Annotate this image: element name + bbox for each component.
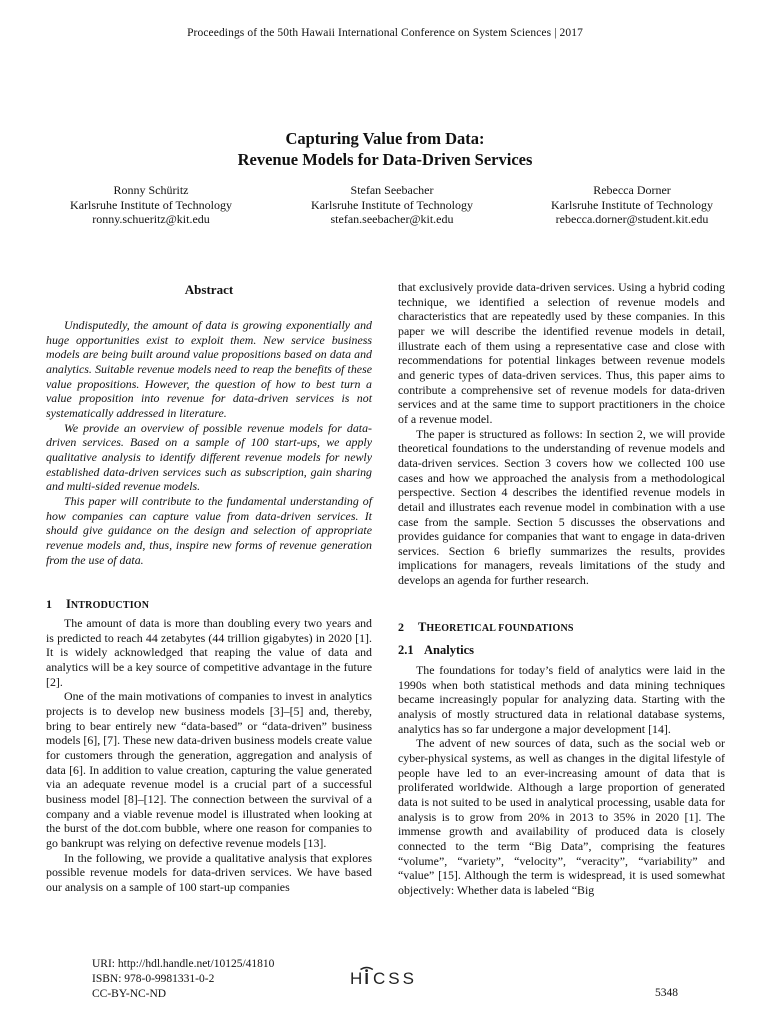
subsection-number: 2.1 (398, 643, 414, 657)
abstract-heading: Abstract (184, 282, 234, 297)
paper-title-line-2: Revenue Models for Data-Driven Services (237, 150, 533, 169)
author-affiliation: Karlsruhe Institute of Technology (311, 197, 473, 212)
body-paragraph: The advent of new sources of data, such as the social web or cyber-physical systems, as well as changes in the digital lifestyle of people have led to an ever-increasing amount of data that is proliferated worldwide. Although a large proportion of generated data is not suited to be used in analytical processing, usable data for analysis is to grow from 20% in 2013 to 35% in 2020 [1]. The immense growth and availability of produced data is closely connected to the term “Big Data”, comprising the features “volume”, “variety”, “velocity”, “veracity”, “variability” and “value” [15]. Although the term is widespread, it is used somewhat objectively: Whether data is labeled “Big (398, 736, 725, 897)
page-number: 5348 (655, 987, 678, 999)
author-affiliation: Karlsruhe Institute of Technology (70, 197, 232, 212)
running-head: Proceedings of the 50th Hawaii International Conference on System Sciences | 2017 (187, 27, 583, 39)
section-heading-theoretical-foundations (398, 620, 574, 635)
paper-title-line-1: Capturing Value from Data: (285, 129, 485, 148)
section-title-initial: T (418, 620, 427, 634)
author-affiliation: Karlsruhe Institute of Technology (551, 197, 713, 212)
footer-license: CC-BY-NC-ND (92, 988, 167, 1001)
analytics-body (398, 663, 725, 898)
footer-uri: URI: http://hdl.handle.net/10125/41810 (92, 958, 275, 970)
abstract-paragraph: This paper will contribute to the fundamental understanding of how companies can capture value from data-driven services. It should give guidance on the design and selection of appropriate revenue models and, thus, inspire new forms of revenue generation from the use of data. (46, 493, 372, 567)
author-name: Ronny Schüritz (113, 183, 189, 197)
subsection-title: Analytics (424, 643, 474, 657)
introduction-body (46, 616, 372, 894)
section-title-rest: HEORETICAL FOUNDATIONS (426, 623, 574, 634)
abstract-body (46, 318, 372, 567)
section-heading-introduction (46, 597, 149, 612)
section-number: 2 (398, 620, 404, 634)
footer-isbn: ISBN: 978-0-9981331-0-2 (92, 973, 215, 986)
footer-metadata (92, 957, 274, 1003)
svg-text:H: H (350, 969, 366, 988)
author-email: stefan.seebacher@kit.edu (330, 212, 454, 227)
author-name: Rebecca Dorner (593, 183, 671, 197)
body-paragraph: One of the main motivations of companies to invest in analytics projects is to develop new business models [3]–[5] and, thereby, bring to bear entirely new “data-based” or “data-driven” business models [6], [7]. These new data-driven business models create value for customers through the generation, aggregation and analysis of data [6]. In addition to value creation, capturing the value generated via an adequate revenue model is a crucial part of a successful business model [8]–[12]. The connection between the survival of a company and a viable revenue model is illustrated when looking at the burst of the dot.com bubble, where one reason for companies to go bankrupt was relying on defective revenue models [13]. (46, 689, 372, 850)
abstract-paragraph: Undisputedly, the amount of data is growing exponentially and huge opportunities exist to exploit them. New service business models are being built around value propositions based on data and analytics. Suitable revenue models need to reap the benefits of these value propositions. However, the question of how to best turn a value proposition into revenue for data-driven services is not systematically addressed in literature. (46, 318, 372, 420)
body-paragraph: The amount of data is more than doubling every two years and is predicted to reach 44 zetabytes (44 trillion gigabytes) in 2020 [1]. It is widely acknowledged that reaping the value of data and analytics will be a key source of competitive advantage in the future [2]. (46, 616, 372, 689)
body-paragraph: In the following, we provide a qualitative analysis that explores possible revenue models for data-driven services. We have based our analysis on a sample of 100 start-up companies (46, 850, 372, 894)
section-title-initial: I (66, 597, 71, 611)
author-block-2 (272, 183, 512, 227)
svg-text:CSS: CSS (373, 969, 417, 988)
author-name: Stefan Seebacher (350, 183, 434, 197)
hicss-logo (348, 965, 428, 989)
author-block-1 (31, 183, 271, 227)
body-paragraph: The paper is structured as follows: In section 2, we will provide theoretical foundations to the understanding of revenue models and data-driven services. Section 3 covers how we collected 100 use cases and how we approached the analysis from a methodological perspective. Section 4 describes the identified revenue models in detail and illustrates each revenue model in combination with a use case from the sample. Section 5 discusses the observations and provides guidance for companies that want to engage in data-driven services. Section 6 briefly summarizes the results, provides implications for managers, reveals limitations of the study and develops an agenda for further research. (398, 426, 725, 588)
section-number: 1 (46, 597, 52, 611)
right-column-intro-continued (398, 280, 725, 588)
author-block-3 (512, 183, 752, 227)
author-email: ronny.schueritz@kit.edu (92, 212, 210, 227)
author-email: rebecca.dorner@student.kit.edu (555, 212, 709, 227)
body-paragraph: that exclusively provide data-driven services. Using a hybrid coding technique, we identified a selection of revenue models and characteristics that are repeatedly used by these companies. In this paper we will describe the identified revenue models in detail, illustrate each of them using a representative case and close with recommendations for potential linkages between revenue models and generic types of data-driven services. Thus, this paper aims to contribute a comprehensive set of revenue models for data-driven services and at the same time to support practitioners in the choice of a revenue model. (398, 280, 725, 426)
body-paragraph: The foundations for today’s field of analytics were laid in the 1990s when both statistical methods and data mining techniques became increasingly popular for analyzing data. Starting with the analysis of mostly structured data in relational database systems, analytics has so far undergone a major development [14]. (398, 663, 725, 736)
abstract-paragraph: We provide an overview of possible revenue models for data-driven services. Based on a sample of 100 start-ups, we apply qualitative analysis to identify different revenue models for newly established data-driven services such as subscription, gain sharing and multi-sided revenue models. (46, 420, 372, 494)
section-title-rest: NTRODUCTION (70, 600, 150, 611)
paper-title (0, 128, 770, 170)
subsection-heading-analytics (398, 643, 474, 658)
